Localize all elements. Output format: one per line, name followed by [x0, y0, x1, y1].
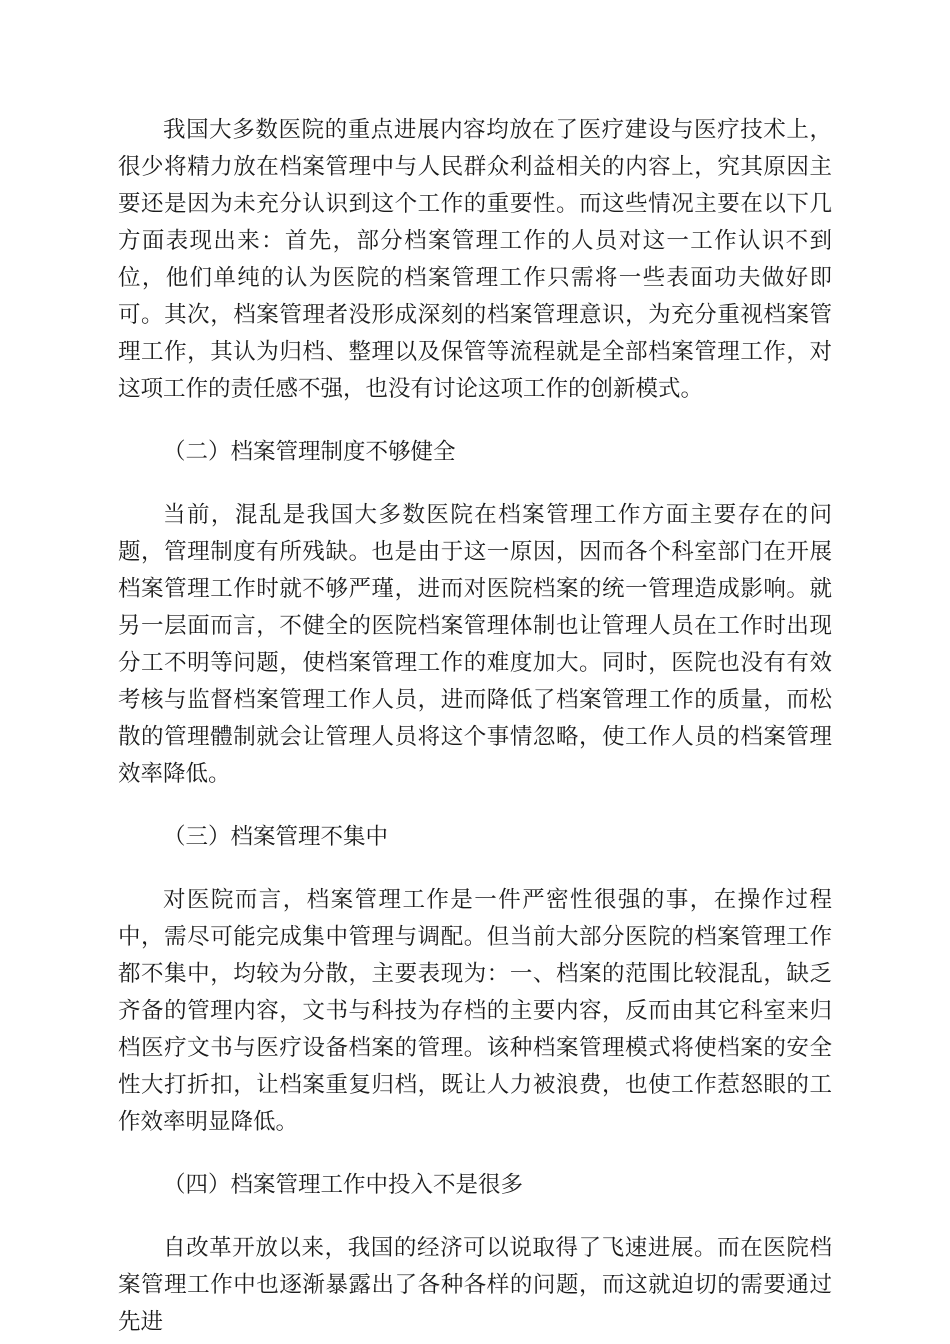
body-paragraph: 对医院而言，档案管理工作是一件严密性很强的事，在操作过程中，需尽可能完成集中管理与调配。但当前大部分医院的档案管理工作都不集中，均较为分散，主要表现为：一、档案的范围比较混乱，缺乏齐备的管理内容，文书与科技为存档的主要内容，反而由其它科室来归档医疗文书与医疗设备档案的管理。该种档案管理模式将使档案的安全性大打折扣，让档案重复归档，既让人力被浪费，也使工作惹怒眼的工作效率明显降低。: [118, 887, 832, 1135]
section-heading: （二）档案管理制度不够健全: [163, 439, 456, 465]
body-paragraph: 我国大多数医院的重点进展内容均放在了医疗建设与医疗技术上，很少将精力放在档案管理中与人民群众利益相关的内容上，究其原因主要还是因为未充分认识到这个工作的重要性。而这些情况主要在以下几方面表现出来：首先，部分档案管理工作的人员对这一工作认识不到位，他们单纯的认为医院的档案管理工作只需将一些表面功夫做好即可。其次，档案管理者没形成深刻的档案管理意识，为充分重视档案管理工作，其认为归档、整理以及保管等流程就是全部档案管理工作，对这项工作的责任感不强，也没有讨论这项工作的创新模式。: [118, 117, 832, 402]
document-page: [118, 112, 832, 1341]
body-paragraph: 自改革开放以来，我国的经济可以说取得了飞速进展。而在医院档案管理工作中也逐渐暴露出了各种各样的问题，而这就迫切的需要通过先进: [118, 1235, 832, 1335]
section-heading: （三）档案管理不集中: [163, 824, 389, 850]
body-paragraph: 当前，混乱是我国大多数医院在档案管理工作方面主要存在的问题，管理制度有所残缺。也是由于这一原因，因而各个科室部门在开展档案管理工作时就不够严瑾，进而对医院档案的统一管理造成影响。就另一层面而言，不健全的医院档案管理体制也让管理人员在工作时出现分工不明等问题，使档案管理工作的难度加大。同时，医院也没有有效考核与监督档案管理工作人员，进而降低了档案管理工作的质量，而松散的管理體制就会让管理人员将这个事情忽略，使工作人员的档案管理效率降低。: [118, 502, 832, 787]
section-heading: （四）档案管理工作中投入不是很多: [163, 1172, 524, 1198]
